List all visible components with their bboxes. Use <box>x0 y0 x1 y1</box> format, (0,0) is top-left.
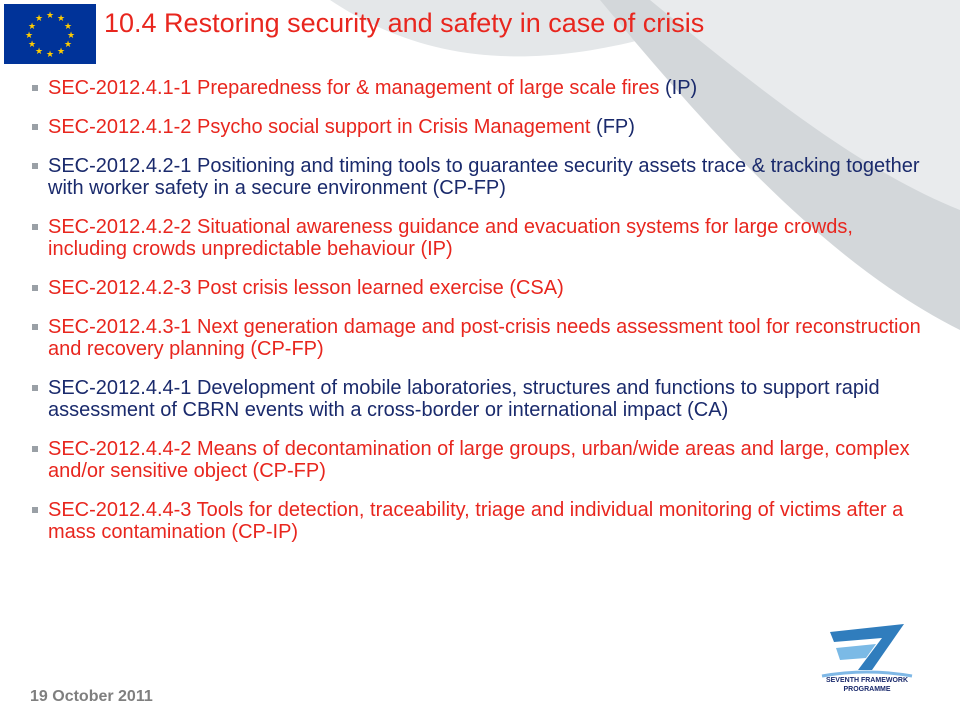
list-item <box>30 216 930 260</box>
svg-text:★: ★ <box>56 14 66 24</box>
list-item <box>30 77 930 99</box>
square-bullet-icon <box>32 446 38 452</box>
list-item-type: (IP) <box>665 77 698 99</box>
list-item <box>30 377 930 421</box>
list-item <box>30 116 930 138</box>
svg-text:★: ★ <box>27 22 37 32</box>
list-item <box>30 499 930 543</box>
list-item-text: SEC-2012.4.3-1 Next generation damage and post-crisis needs assessment tool for reconstruction and recovery planning (CP-FP) <box>48 316 921 360</box>
square-bullet-icon <box>32 324 38 330</box>
list-item <box>30 316 930 360</box>
svg-text:★: ★ <box>63 40 73 50</box>
svg-text:★: ★ <box>45 50 55 60</box>
square-bullet-icon <box>32 285 38 291</box>
list-item <box>30 155 930 199</box>
svg-text:★: ★ <box>27 40 37 50</box>
svg-text:★: ★ <box>66 31 76 41</box>
list-item-text: SEC-2012.4.4-2 Means of decontamination of large groups, urban/wide areas and large, complex and/or sensitive object (CP-FP) <box>48 438 910 482</box>
svg-text:★: ★ <box>34 14 44 24</box>
list-item-type: (FP) <box>596 116 635 138</box>
square-bullet-icon <box>32 385 38 391</box>
square-bullet-icon <box>32 85 38 91</box>
fp7-logo <box>812 610 922 710</box>
svg-text:★: ★ <box>63 22 73 32</box>
topic-list <box>30 77 930 560</box>
list-item-text: SEC-2012.4.1-2 Psycho social support in Crisis Management <box>48 116 597 138</box>
svg-text:★: ★ <box>24 31 34 41</box>
list-item-text: SEC-2012.4.2-2 Situational awareness guidance and evacuation systems for large crowds, including crowds unpredictable behaviour (IP) <box>48 216 853 260</box>
square-bullet-icon <box>32 224 38 230</box>
list-item <box>30 277 930 299</box>
list-item-text: SEC-2012.4.1-1 Preparedness for & management of large scale fires <box>48 77 665 99</box>
eu-flag-logo <box>4 4 96 64</box>
fp7-label: SEVENTH FRAMEWORK PROGRAMME <box>825 677 909 693</box>
square-bullet-icon <box>32 507 38 513</box>
list-item-text: SEC-2012.4.2-1 Positioning and timing tools to guarantee security assets trace & tracking together with worker safety in a secure environment (CP-FP) <box>48 155 920 199</box>
svg-text:★: ★ <box>56 47 66 57</box>
footer-date: 19 October 2011 <box>30 688 153 705</box>
list-item-text: SEC-2012.4.4-3 Tools for detection, traceability, triage and individual monitoring of victims after a mass contamination (CP-IP) <box>48 499 904 543</box>
list-item-text: SEC-2012.4.2-3 Post crisis lesson learned exercise (CSA) <box>48 277 564 299</box>
square-bullet-icon <box>32 124 38 130</box>
svg-text:★: ★ <box>34 47 44 57</box>
list-item <box>30 438 930 482</box>
svg-text:★: ★ <box>45 11 55 21</box>
list-item-text: SEC-2012.4.4-1 Development of mobile laboratories, structures and functions to support rapid assessment of CBRN events with a cross-border or international impact (CA) <box>48 377 880 421</box>
slide-title: 10.4 Restoring security and safety in case of crisis <box>104 8 705 38</box>
square-bullet-icon <box>32 163 38 169</box>
